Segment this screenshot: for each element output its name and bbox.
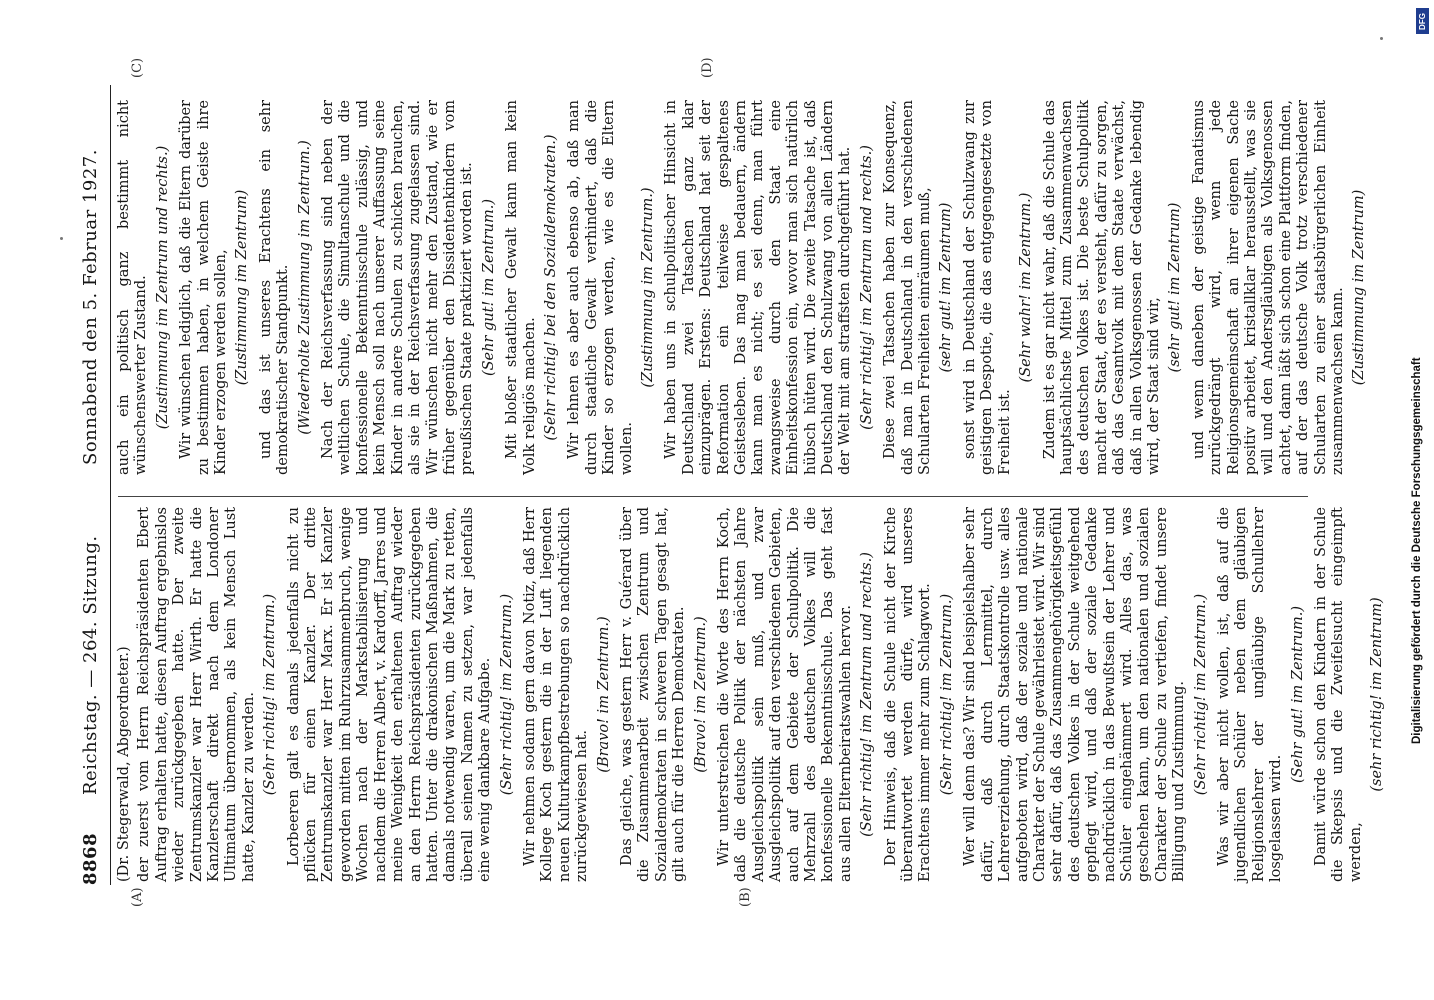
reaction: (Sehr richtig! im Zentrum.) [938,593,955,796]
paragraph: Wir nehmen sodann gern davon Notiz, daß Herr Kollege Koch gestern die in der Luft liegenden neuen Kulturkampfbestrebungen so nachdrücklich zurückgewiesen hat. [521,507,591,882]
paragraph: Wer will denn das? Wir sind beispielshalber sehr dafür, daß durch Lernmittel, durch Lehrererziehung, durch Staatskontrolle usw. alles aufgeboten wird, daß der soziale und nationale Charakter der Schule gewährleistet wird. Wir sind sehr dafür, daß das Zusammengehörigkeitsgefühl des deutschen Volkes in der Schule weitgehend gepflegt wird, und daß der soziale Gedanke nachdrücklich in das Bewußtsein der Lehrer und Schüler eingehämmert wird. Alles das, was geschehen kann, um den nationalen und sozialen Charakter der Schule zu vertiefen, findet unsere Billigung und Zustimmung. [962,507,1188,882]
margin-marker-d: (D) [700,57,715,78]
reaction: (Sehr wahr! im Zentrum.) [1018,192,1035,383]
reaction: (sehr gut! im Zentrum) [1167,202,1184,373]
paragraph: Nach der Reichsverfassung sind neben der weltlichen Schule, die Simultanschule und die konfessionelle Bekenntnisschule zulässig, und kein Mensch soll nach unserer Auffassung seine Kinder in andere Schulen zu schicken brauchen, als sie in der Reichsverfassung zugelassen sind. Wir wünschen nicht mehr den Zustand, wie er früher gegenüber den Dissidentenkindern vom preußischen Staate praktiziert worden ist. [320,100,476,475]
right-column [116,100,1375,475]
paragraph: Das gleiche, was gestern Herr v. Guérard über die Zusammenarbeit zwischen Zentrum und Sozialdemokraten in schweren Tagen gesagt hat, gilt auch für die Herren Demokraten. [618,507,688,882]
paragraph: Zudem ist es gar nicht wahr, daß die Schule das hauptsächlichste Mittel zum Zusammenwachsen des deutschen Volkes ist. Die beste Schulpolitik macht der Staat, der es versteht, dafür zu sorgen, daß das Gesamtvolk mit dem Staate verwächst, daß in allen Volksgenossen der Gedanke lebendig wird, der Staat sind wir, [1041,100,1162,475]
scan-speck [60,237,63,240]
digitization-credit-text: Digitalisierung gefördert durch die Deutsche Forschungsgemeinschaft [1411,357,1423,744]
reaction: (Zustimmung im Zentrum.) [639,187,656,388]
paragraph: sonst wird in Deutschland der Schulzwang zur geistigen Despotie, die das entgegengesetzte von Freiheit ist. [961,100,1013,475]
reaction: (Sehr richtig! im Zentrum.) [262,593,279,796]
header-rule [110,85,111,885]
reaction: (Sehr richtig! bei den Sozialdemokraten.) [542,134,559,441]
reaction: (sehr gut! im Zentrum) [938,202,955,373]
reaction: (Zustimmung im Zentrum) [234,189,251,386]
margin-marker-c: (C) [130,57,145,78]
paragraph: Wir unterstreichen die Worte des Herrn Koch, daß die deutsche Politik der nächsten Jahre Ausgleichspolitik sein muß, und zwar Ausgleichspolitik auf den verschiedenen Gebieten, auch auf dem Gebiete der Schulpolitik. Die Mehrzahl des deutschen Volkes will die konfessionelle Bekenntnisschule. Das geht fast aus allen Elternbeiratswahlen hervor. [716,507,854,882]
paragraph: Was wir aber nicht wollen, ist, daß auf die jugendlichen Schüler neben dem gläubigen Religionslehrer der ungläubige Schullehrer losgelassen wird. [1215,507,1285,882]
paragraph: auch ein politisch ganz bestimmt nicht wünschenswerter Zustand. [116,100,150,475]
scan-speck [1380,37,1383,40]
reaction: (Sehr richtig! im Zentrum und rechts.) [859,552,876,837]
reaction: (Sehr gut! im Zentrum.) [1289,605,1306,784]
page-number: 8868 [80,832,101,885]
reaction: (Bravo! im Zentrum.) [692,616,709,773]
paragraph: Wir haben uns in schulpolitischer Hinsicht in Deutschland zwei Tatsachen ganz klar einzuprägen. Erstens: Deutschland hat seit der Reformation ein teilweise gespaltenes Geistesleben. Das mag man bedauern, ändern kann man es nicht; es sei denn, man führt zwangsweise durch den Staat eine Einheitskonfession ein, wovor man sich natürlich hübsch hüten wird. Die zweite Tatsache ist, daß Deutschland den Schulzwang von allen Ländern der Welt mit am straffsten durchgeführt hat. [663,100,854,475]
reaction: (Bravo! im Zentrum.) [595,616,612,773]
paragraph: Mit bloßer staatlicher Gewalt kann man kein Volk religiös machen. [504,100,538,475]
reaction: (sehr richtig! im Zentrum) [1369,597,1386,792]
reaction: (Wiederholte Zustimmung im Zentrum.) [296,140,313,435]
column-divider [118,496,1308,497]
running-header [80,85,106,885]
reaction: (Sehr richtig! im Zentrum.) [498,593,515,796]
speaker-line: (Dr. Stegerwald, Abgeordneter.) [116,646,132,882]
left-running-head: Reichstag. — 264. Sitzung. [80,535,101,795]
reaction: (Sehr richtig! im Zentrum und rechts.) [858,145,875,430]
paragraph: Damit würde schon den Kindern in der Schule die Skepsis und die Zweifelsucht eingeimpft werden, [1313,507,1364,882]
paragraph: Lorbeeren galt es damals jedenfalls nicht zu pflücken für einen Kanzler. Der dritte Zentrumskanzler war Herr Marx. Er ist Kanzler geworden mitten im Ruhrzusammenbruch, wenige Wochen nach der Markstabilisierung und nachdem die Herren Albert, v. Kardorff, Jarres und meine Wenigkeit den erhaltenen Auftrag wieder an den Herrn Reichspräsidenten zurückgegeben hatten. Unter die drakonischen Maßnahmen, die damals notwendig waren, um die Mark zu retten, überall seinen Namen zu setzen, war jedenfalls eine wenig dankbare Aufgabe. [285,507,494,882]
margin-marker-a: (A) [130,887,145,907]
reaction: (Zustimmung im Zentrum und rechts.) [154,145,171,430]
left-column [116,507,1393,882]
dfg-logo: DFG [1416,8,1429,34]
reaction: (Zustimmung im Zentrum) [1351,189,1368,386]
paragraph: und das ist unseres Erachtens ein sehr demokratischer Standpunkt. [257,100,292,475]
digitization-credit [1408,8,1430,748]
right-running-head: Sonnabend den 5. Februar 1927. [80,149,101,465]
margin-marker-b: (B) [738,887,753,907]
reaction: (Sehr richtig! im Zentrum.) [1192,593,1209,796]
paragraph: Der Hinweis, daß die Schule nicht der Kirche überantwortet werden dürfe, wird unseres Erachtens immer mehr zum Schlagwort. [882,507,934,882]
paragraph: und wenn daneben der geistige Fanatismus zurückgedrängt wird, wenn jede Religionsgemeinschaft an ihrer eigenen Sache positiv arbeitet, kristallklar herausstellt, was sie will und den Andersgläubigen als Volksgenossen achtet, dann läßt sich schon eine Plattform finden, auf der das deutsche Volk trotz verschiedener Schularten zu einer staatsbürgerlichen Einheit zusammenwachsen kann. [1190,100,1346,475]
paragraph: Wir lehnen es aber auch ebenso ab, daß man durch staatliche Gewalt verhindert, daß die Kinder so erzogen werden, wie es die Eltern wollen. [566,100,635,475]
reaction: (Sehr gut! im Zentrum.) [480,198,497,377]
paragraph: der zuerst vom Herrn Reichspräsidenten Ebert Auftrag erhalten hatte, diesen Auftrag ergebnislos wieder zurückgegeben hatte. Der zweite Zentrumskanzler war Herr Wirth. Er hatte die Kanzlerschaft direkt nach dem Londoner Ultimatum übernommen, als kein Mensch Lust hatte, Kanzler zu werden. [136,507,257,882]
paragraph: Wir wünschen lediglich, daß die Eltern darüber zu bestimmen haben, in welchem Geiste ihre Kinder erzogen werden sollen, [178,100,230,475]
paragraph: Diese zwei Tatsachen haben zur Konsequenz, daß man in Deutschland in den verschiedenen Schularten Freiheiten einräumen muß, [882,100,934,475]
